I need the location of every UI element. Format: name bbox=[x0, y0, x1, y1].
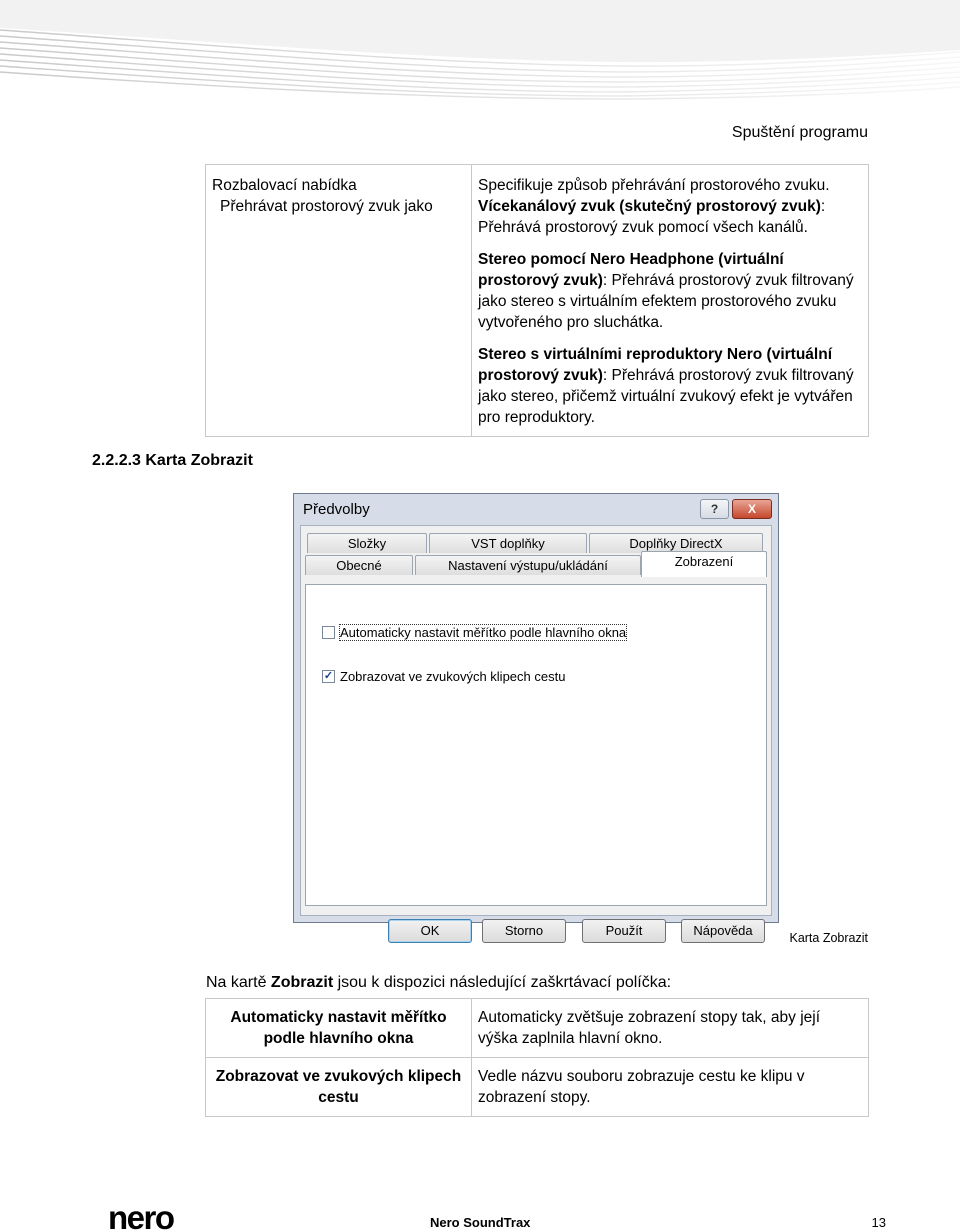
intro-text-before: Na kartě bbox=[206, 974, 271, 991]
show-path-label[interactable]: Zobrazovat ve zvukových klipech cestu bbox=[340, 669, 566, 684]
ok-button[interactable]: OK bbox=[388, 919, 472, 943]
svg-text:nero: nero bbox=[108, 1204, 174, 1232]
auto-scale-label[interactable]: Automaticky nastavit měřítko podle hlavního okna bbox=[340, 625, 627, 640]
intro-text-after: jsou k dispozici následující zaškrtávací políčka: bbox=[333, 974, 672, 991]
section-heading: 2.2.2.3 Karta Zobrazit bbox=[92, 452, 253, 469]
header-wave-banner bbox=[0, 0, 960, 100]
desc-cell: Automaticky zvětšuje zobrazení stopy tak, aby její výška zaplnila hlavní okno. bbox=[472, 999, 869, 1058]
tab-zobrazeni[interactable]: Zobrazení bbox=[641, 551, 767, 577]
tab-vst-doplnky[interactable]: VST doplňky bbox=[429, 533, 587, 553]
desc-text-1: Specifikuje způsob přehrávání prostorového zvuku. bbox=[478, 177, 830, 194]
desc-paragraph-3 bbox=[478, 344, 862, 428]
running-header: Spuštění programu bbox=[731, 124, 868, 141]
napoveda-button[interactable]: Nápověda bbox=[681, 919, 765, 943]
desc-paragraph-1 bbox=[478, 175, 862, 238]
preferences-dialog bbox=[293, 493, 779, 938]
desc-option-headphone: Stereo pomocí Nero Headphone (virtuální prostorový zvuk) bbox=[478, 251, 784, 289]
desc-cell: Vedle názvu souboru zobrazuje cestu ke klipu v zobrazení stopy. bbox=[472, 1058, 869, 1117]
show-path-checkbox-row[interactable] bbox=[322, 669, 565, 684]
checkbox-table bbox=[205, 998, 869, 1117]
tab-doplnky-directx[interactable]: Doplňky DirectX bbox=[589, 533, 763, 553]
storno-button[interactable]: Storno bbox=[482, 919, 566, 943]
term-line-1: Rozbalovací nabídka bbox=[212, 177, 357, 194]
desc-text-4: : Přehrává prostorový zvuk filtrovaný jako stereo, přičemž virtuální zvukový efekt je vytvářen pro reproduktory. bbox=[478, 367, 854, 426]
auto-scale-checkbox[interactable] bbox=[322, 626, 335, 639]
desc-text-3: : Přehrává prostorový zvuk filtrovaný jako stereo s virtuálním efektem prostorového zvuku vytvořeného pro sluchátka. bbox=[478, 272, 854, 331]
desc-option-multichannel: Vícekanálový zvuk (skutečný prostorový zvuk) bbox=[478, 198, 821, 215]
footer-product-name: Nero SoundTrax bbox=[430, 1215, 531, 1230]
figure-caption: Karta Zobrazit bbox=[789, 931, 868, 945]
desc-option-speakers: Stereo s virtuálními reproduktory Nero (virtuální prostorový zvuk) bbox=[478, 346, 832, 384]
dialog-title: Předvolby bbox=[303, 501, 370, 518]
term-cell: Automaticky nastavit měřítko podle hlavního okna bbox=[206, 999, 472, 1058]
desc-text-2: : Přehrává prostorový zvuk pomocí všech kanálů. bbox=[478, 198, 826, 236]
term-cell: Zobrazovat ve zvukových klipech cestu bbox=[206, 1058, 472, 1117]
settings-table bbox=[205, 164, 869, 437]
tab-panel-zobrazeni bbox=[305, 584, 767, 906]
tab-slozky[interactable]: Složky bbox=[307, 533, 427, 553]
table-row bbox=[206, 999, 869, 1058]
title-bar-buttons bbox=[700, 499, 772, 519]
table-row bbox=[206, 1058, 869, 1117]
auto-scale-checkbox-row[interactable] bbox=[322, 625, 626, 640]
nero-logo bbox=[108, 1204, 212, 1232]
pouzit-button[interactable]: Použít bbox=[582, 919, 666, 943]
footer-page-number: 13 bbox=[871, 1215, 886, 1230]
table-term-cell bbox=[206, 165, 472, 437]
show-path-checkbox[interactable]: ✓ bbox=[323, 670, 334, 682]
table-description-cell bbox=[472, 165, 869, 437]
dialog-client-area bbox=[300, 525, 772, 938]
desc-paragraph-2 bbox=[478, 249, 862, 333]
term-line-2: Přehrávat prostorový zvuk jako bbox=[220, 198, 433, 215]
intro-sentence bbox=[206, 974, 671, 992]
help-icon[interactable]: ? bbox=[700, 499, 729, 519]
intro-text-bold: Zobrazit bbox=[270, 974, 334, 991]
close-icon[interactable]: X bbox=[732, 499, 772, 519]
tab-obecne[interactable]: Obecné bbox=[305, 555, 413, 575]
tab-nastaveni-vystupu[interactable]: Nastavení výstupu/ukládání bbox=[415, 555, 641, 575]
